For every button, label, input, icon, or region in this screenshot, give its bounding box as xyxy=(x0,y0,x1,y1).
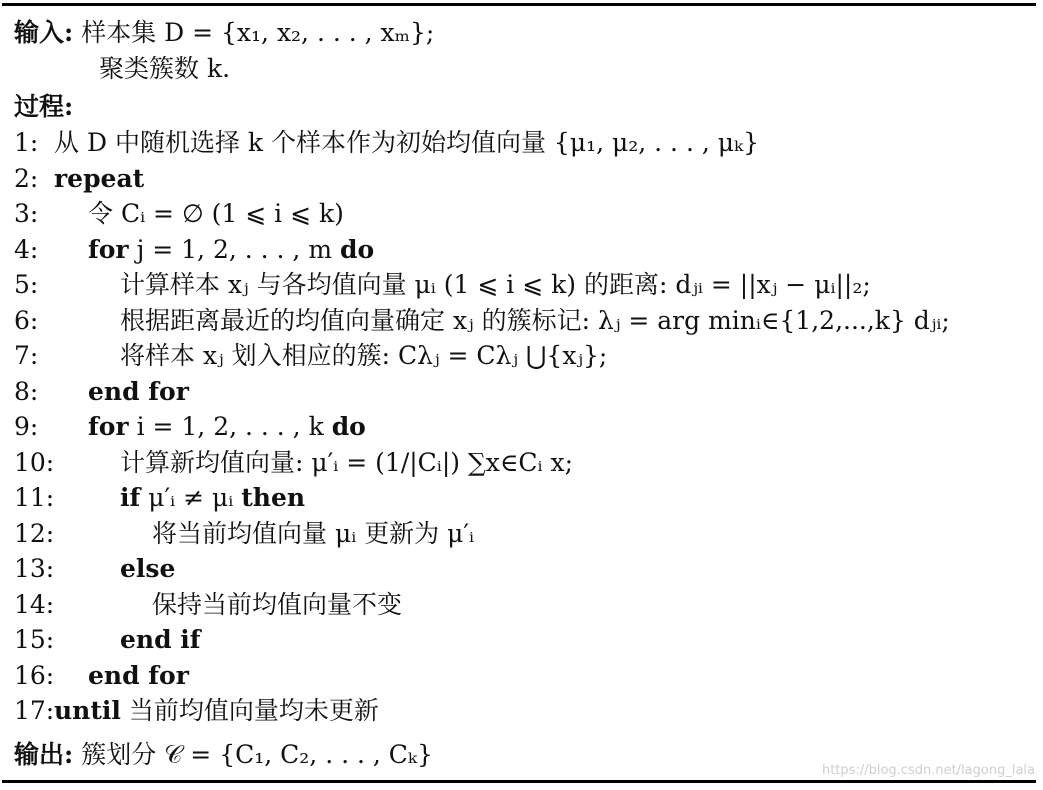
step-line xyxy=(14,268,871,302)
step-body xyxy=(88,412,366,441)
step-line xyxy=(14,552,175,586)
algorithm-box xyxy=(2,3,1036,783)
step-body xyxy=(120,341,607,370)
step-number: 6: xyxy=(14,305,39,335)
step-body xyxy=(88,661,189,690)
step-line xyxy=(14,659,189,693)
step-number: 16: xyxy=(14,660,55,690)
step-keyword: repeat xyxy=(54,163,145,193)
step-body xyxy=(120,448,573,477)
step-number: 12: xyxy=(14,518,55,548)
step-text: μ′ᵢ ≠ μᵢ xyxy=(148,483,234,512)
step-line xyxy=(14,517,474,551)
input-line-1 xyxy=(14,16,434,50)
process-label: 过程: xyxy=(14,92,74,121)
step-keyword-end: then xyxy=(241,483,306,512)
step-body xyxy=(88,377,189,406)
step-number: 9: xyxy=(14,412,39,441)
step-keyword: end if xyxy=(120,625,201,654)
step-number: 8: xyxy=(14,376,39,406)
step-body xyxy=(120,625,201,654)
step-body xyxy=(120,306,950,335)
watermark: https://blog.csdn.net/lagong_lala xyxy=(822,763,1035,778)
step-text: 令 Cᵢ = ∅ (1 ⩽ i ⩽ k) xyxy=(88,199,344,228)
step-line xyxy=(14,304,950,338)
step-body xyxy=(54,164,144,193)
step-line xyxy=(14,162,144,196)
step-line xyxy=(14,375,189,409)
step-line xyxy=(14,126,759,160)
step-text: 计算新均值向量: μ′ᵢ = (1/|Cᵢ|) ∑x∈Cᵢ x; xyxy=(120,447,574,477)
step-number: 2: xyxy=(14,163,39,193)
step-line xyxy=(14,623,201,657)
step-text: 从 D 中随机选择 k 个样本作为初始均值向量 {μ₁, μ₂, . . . , μₖ} xyxy=(54,128,760,157)
step-body xyxy=(152,519,474,548)
step-body xyxy=(88,199,344,228)
step-number: 7: xyxy=(14,341,39,370)
output-text: 簇划分 𝒞 = {C₁, C₂, . . . , Cₖ} xyxy=(81,740,433,769)
step-number: 17: xyxy=(14,696,55,725)
step-line xyxy=(14,339,607,373)
input-cluster-count: 聚类簇数 k. xyxy=(99,54,231,83)
step-text: 保持当前均值向量不变 xyxy=(152,589,403,619)
step-line xyxy=(14,588,402,622)
step-number: 14: xyxy=(14,589,55,619)
step-keyword-end: do xyxy=(331,412,366,441)
step-keyword: for xyxy=(88,412,129,441)
step-number: 3: xyxy=(14,199,39,228)
step-body xyxy=(120,554,175,583)
step-keyword: else xyxy=(120,554,176,583)
step-keyword: for xyxy=(88,234,129,264)
step-line xyxy=(14,197,344,231)
output-line xyxy=(14,738,433,772)
step-number: 10: xyxy=(14,447,55,477)
step-text: j = 1, 2, . . . , m xyxy=(136,234,333,264)
step-line xyxy=(14,694,379,728)
step-number: 15: xyxy=(14,625,55,654)
step-text: 当前均值向量均未更新 xyxy=(128,696,379,725)
step-line xyxy=(14,446,573,480)
step-text: 将样本 xⱼ 划入相应的簇: Cλⱼ = Cλⱼ ⋃{xⱼ}; xyxy=(120,341,608,370)
step-body xyxy=(54,128,759,157)
step-keyword: if xyxy=(120,483,141,512)
step-body xyxy=(54,696,379,725)
input-line-2 xyxy=(99,52,230,86)
step-body xyxy=(120,270,871,299)
step-keyword: until xyxy=(54,696,121,725)
step-body xyxy=(88,235,374,264)
step-line xyxy=(14,410,366,444)
process-heading xyxy=(14,90,73,124)
step-keyword-end: do xyxy=(340,234,375,264)
step-number: 5: xyxy=(14,270,39,299)
step-text: 将当前均值向量 μᵢ 更新为 μ′ᵢ xyxy=(152,518,475,548)
input-label: 输入: xyxy=(14,18,74,47)
step-body xyxy=(120,483,305,512)
step-number: 11: xyxy=(14,483,55,512)
step-line xyxy=(14,481,305,515)
step-keyword: end for xyxy=(88,660,189,690)
step-text: 根据距离最近的均值向量确定 xⱼ 的簇标记: λⱼ = arg minᵢ∈{1,2,...,k} dⱼᵢ; xyxy=(120,305,950,335)
step-number: 13: xyxy=(14,554,55,583)
step-body xyxy=(152,590,402,619)
step-number: 4: xyxy=(14,234,39,264)
step-text: i = 1, 2, . . . , k xyxy=(136,412,324,441)
step-line xyxy=(14,233,374,267)
input-dataset: 样本集 D = {x₁, x₂, . . . , xₘ}; xyxy=(81,18,435,47)
step-keyword: end for xyxy=(88,376,189,406)
output-label: 输出: xyxy=(14,740,74,769)
step-text: 计算样本 xⱼ 与各均值向量 μᵢ (1 ⩽ i ⩽ k) 的距离: dⱼᵢ = ||xⱼ − μᵢ||₂; xyxy=(120,270,871,299)
step-number: 1: xyxy=(14,128,39,157)
